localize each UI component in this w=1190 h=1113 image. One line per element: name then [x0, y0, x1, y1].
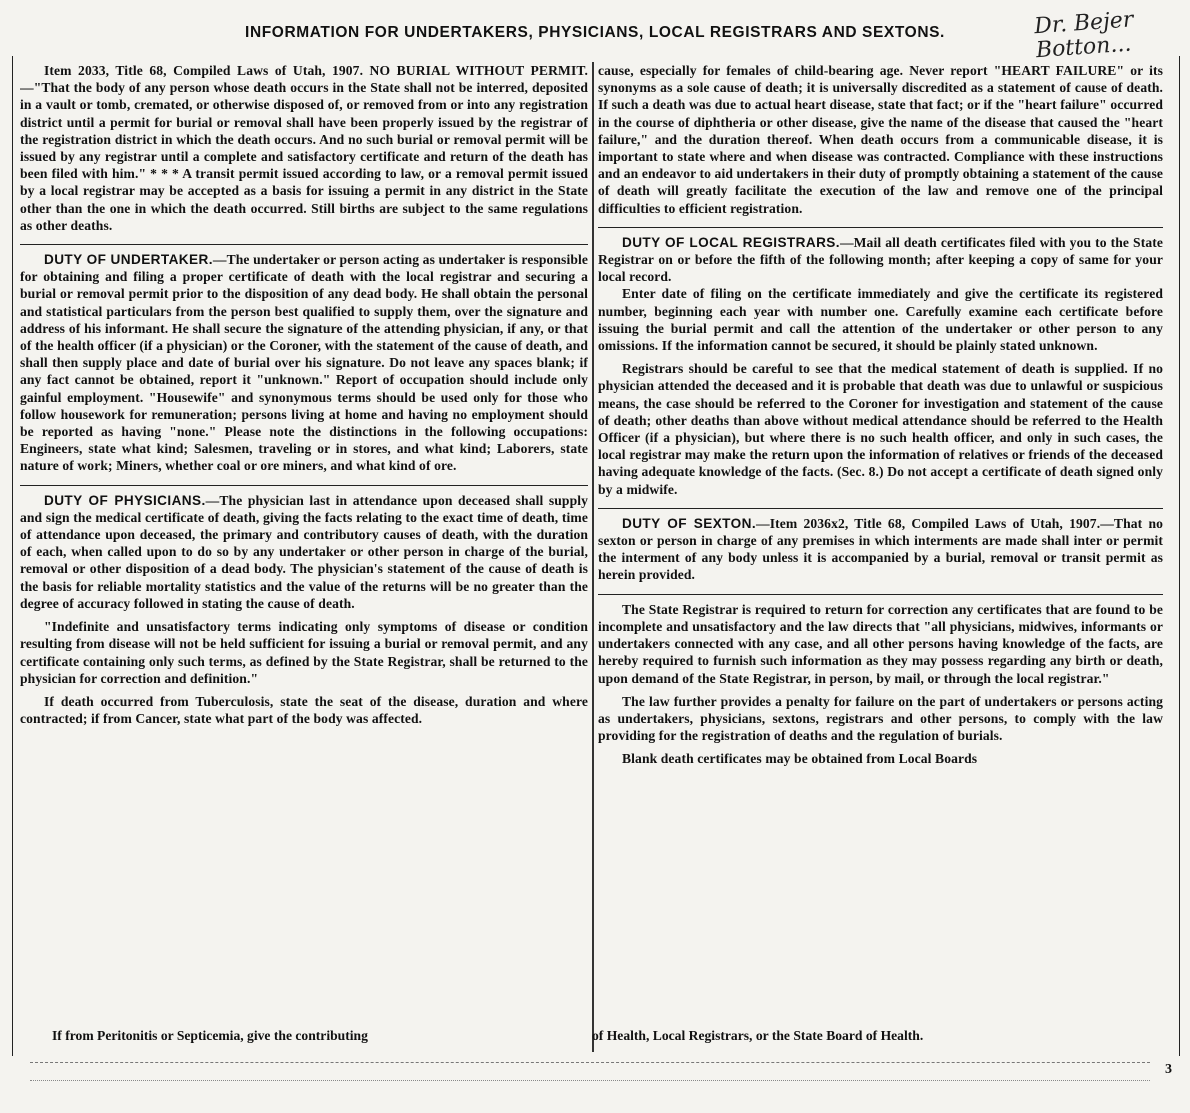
bottom-left-text: If from Peritonitis or Septicemia, give the contributing: [52, 1028, 368, 1043]
physicians-paragraph: [20, 492, 588, 612]
sexton-heading: DUTY OF SEXTON.: [622, 515, 757, 531]
handwritten-signature: [1034, 5, 1187, 63]
tuberculosis-paragraph: If death occurred from Tuberculosis, state the seat of the disease, duration and where contracted; if from Cancer, state what part of the body was affected.: [20, 693, 588, 727]
section-rule: [20, 244, 588, 245]
physicians-heading: DUTY OF PHYSICIANS.: [44, 492, 206, 508]
section-rule: [598, 508, 1163, 509]
signature-line-1: Dr. Bejer: [1033, 7, 1135, 40]
section-rule: [598, 594, 1163, 595]
bottom-continuation-line: [20, 1027, 1170, 1045]
intro-paragraph: Item 2033, Title 68, Compiled Laws of Utah, 1907. NO BURIAL WITHOUT PERMIT.—"That the body of any person whose death occurs in the State shall not be interred, deposited in a vault or tomb, cremated, or otherwise disposed of, or removed from or into any registration district until a permit for burial or removal shall have been properly issued by the registrar of the registration district in which the death occurs. And no such burial or removal permit will be issued by any registrar until a complete and satisfactory certificate and return of the death has been filed with him." * * * A transit permit issued according to law, or a removal permit issued by a local registrar may be accepted as a basis for issuing a permit in any district in the State other than the one in which the death occurred. Still births are subject to the same regulations as other deaths.: [20, 63, 588, 233]
bottom-right-text: of Health, Local Registrars, or the State Board of Health.: [592, 1028, 924, 1043]
physicians-section: [20, 492, 588, 728]
blank-certificates-paragraph: Blank death certificates may be obtained from Local Boards: [622, 751, 978, 767]
registrars-section: [598, 234, 1163, 498]
signature-line-2: Botton...: [1035, 31, 1133, 64]
filing-paragraph: Enter date of filing on the certificate immediately and give the certificate its registered number, beginning each year with number one. Carefully examine each certificate before issuing the burial permit and call the attention of the undertaker or other person to any omissions. If the information cannot be secured, it should be plainly stated unknown.: [598, 286, 1163, 354]
section-rule: [598, 227, 1163, 228]
penalty-paragraph: The law further provides a penalty for failure on the part of undertakers or persons acting as undertakers, physicians, sextons, registrars and other persons, to comply with the law providing for the registration of deaths and the regulation of burials.: [598, 693, 1163, 744]
state-registrar-section: [598, 601, 1163, 768]
sexton-section: [598, 515, 1163, 584]
intro-section: [20, 62, 588, 234]
registrars-paragraph: [598, 234, 1163, 286]
undertaker-section: [20, 251, 588, 475]
undertaker-text: —The undertaker or person acting as undertaker is responsible for obtaining and filing a proper certificate of death with the local registrar and securing a burial or removal permit prior to the disposition of any dead body. He shall obtain the personal and statistical particulars from the person best qualified to supply them, over the signature and address of his informant. He shall secure the signature of the attending physician, if any, or that of the health officer (if a physician) or the Coroner, with the statement of the cause of death, and shall then supply place and date of burial over his signature. Do not leave any spaces blank; if any fact cannot be obtained, report it "unknown." Report of occupation should include only gainful employment. "Housewife" and synonymous terms should be used only for those who follow housework for remuneration; persons living at home and having no employment should be reported as having "none." Please note the distinctions in the following occupations: Engineers, state what kind; Salesmen, traveling or in stores, and what kind; Laborers, state nature of work; Miners, whether coal or ore miners, and what kind of ore.: [20, 252, 588, 474]
right-column: [598, 62, 1163, 1052]
sexton-text: —Item 2036x2, Title 68, Compiled Laws of Utah, 1907.—That no sexton or person in charge of any premises in which interments are made shall inter or permit the interment of any body unless it is accompanied by a burial, removal or transit permit as herein provided.: [598, 515, 1163, 583]
registrars-text: —Mail all death certificates filed with you to the State Registrar on or before the fifth of the following month; after keeping a copy of same for your local record.: [598, 234, 1163, 285]
dotted-rule: [30, 1080, 1150, 1081]
left-column: [20, 62, 588, 1052]
sexton-paragraph: [598, 515, 1163, 584]
state-registrar-paragraph: The State Registrar is required to return for correction any certificates that are found to be incomplete and unsatisfactory and the law directs that "all physicians, midwives, informants or undertakers connected with any case, and all other persons having knowledge of the facts, are hereby required to furnish such information as they may possess regarding any birth or death, upon demand of the State Registrar, in person, by mail, or through the local registrar.": [598, 601, 1163, 686]
undertaker-heading: DUTY OF UNDERTAKER.: [44, 252, 213, 268]
cause-section: [598, 62, 1163, 217]
page-title: INFORMATION FOR UNDERTAKERS, PHYSICIANS, LOCAL REGISTRARS AND SEXTONS.: [245, 24, 945, 41]
indefinite-terms-paragraph: "Indefinite and unsatisfactory terms indicating only symptoms of disease or condition resulting from disease will not be held sufficient for issuing a burial or removal permit, and any certificate containing only such terms, as defined by the State Registrar, shall be returned to the physician for correction and definition.": [20, 619, 588, 686]
page-mark: 3: [1165, 1062, 1172, 1077]
undertaker-paragraph: [20, 251, 588, 475]
physicians-text: —The physician last in attendance upon deceased shall supply and sign the medical certificate of death, giving the facts relating to the exact time of death, time of attendance upon deceased, the primary and contributory causes of death, with the duration of each, when called upon to do so by any undertaker or other person in charge of the burial, removal or other disposition of a dead body. The physician's statement of the cause of death is the basis for reliable mortality statistics and the value of the returns will be no greater than the degree of accuracy followed in stating the cause of death.: [20, 492, 588, 611]
registrars-heading: DUTY OF LOCAL REGISTRARS.: [622, 234, 840, 250]
section-rule: [20, 485, 588, 486]
column-divider: [592, 62, 594, 1052]
careful-paragraph: Registrars should be careful to see that the medical statement of death is supplied. If no physician attended the deceased and it is probable that death was due to unlawful or suspicious means, the case should be referred to the Coroner for investigation and statement of the cause of death; other deaths than above without medical attendance should be referred to the Health Officer (if a physician), but where there is no such health officer, and only in such cases, the local registrar may make the return upon the information of relatives or friends of the deceased having adequate knowledge of the facts. (Sec. 8.) Do not accept a certificate of death signed only by a midwife.: [598, 361, 1163, 497]
dotted-rule: [30, 1062, 1150, 1063]
cause-paragraph: cause, especially for females of child-bearing age. Never report "HEART FAILURE" or its synonyms as a sole cause of death; it is universally discredited as a statement of cause of death. If such a death was due to actual heart disease, state that fact; or if the "heart failure" occurred in the course of diphtheria or other disease, give the name of the disease that caused the "heart failure," and the duration thereof. When death occurs from a communicable disease, it is important to state where and when disease was contracted. Compliance with these instructions and an endeavor to aid undertakers in their duty of promptly obtaining a statement of the cause of death will greatly facilitate the execution of the law and remove one of the principal difficulties to efficient registration.: [598, 63, 1163, 216]
